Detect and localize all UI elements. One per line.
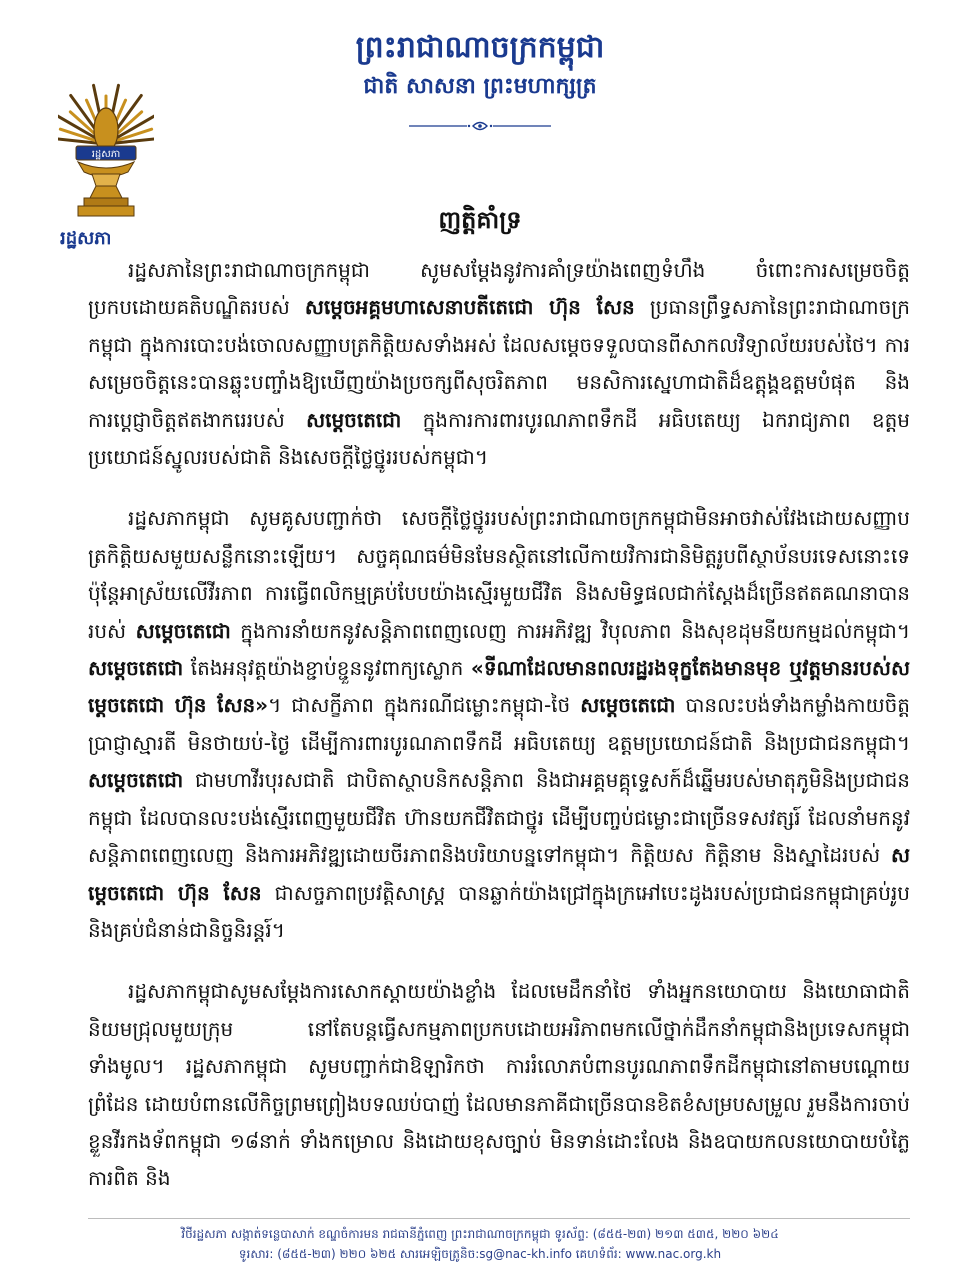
bold-text-run: សម្តេចតេជោ — [88, 768, 184, 793]
text-run: តែងអនុវត្តយ៉ាងខ្ជាប់ខ្ជួននូវពាក្យស្លោក — [183, 656, 471, 681]
text-run: ។ ជាសក្ខីភាព ក្នុងករណីជម្លោះកម្ពុជា-ថៃ — [268, 693, 581, 718]
emblem-caption: រដ្ឋសភា — [60, 228, 112, 249]
bold-text-run: សម្តេចតេជោ — [135, 618, 231, 643]
bold-text-run: សម្តេចអគ្គមហាសេនាបតីតេជោ ហ៊ុន សែន — [304, 295, 635, 320]
text-run: ជាសច្ចភាពប្រវត្តិសាស្ត្រ បានឆ្លាក់យ៉ាងជ្រៅក្នុងក្រអៅបេះដូងរបស់ប្រជាជនកម្ពុជាគ្រប់រូប និងគ្រប់ជំនាន់ជានិច្ចនិរន្តរ៍។ — [88, 880, 910, 942]
bold-text-run: សម្តេចតេជោ — [306, 407, 402, 432]
body-paragraph — [88, 500, 910, 949]
national-assembly-emblem — [58, 78, 154, 220]
kingdom-title: ព្រះរាជាណាចក្រកម្ពុជា — [355, 30, 605, 65]
text-run: ក្នុងការនាំយកនូវសន្តិភាពពេញលេញ ការអភិវឌ្ឍ វិបុលភាព និងសុខដុមនីយកម្មដល់កម្ពុជា។ — [230, 618, 910, 643]
text-run: ក្នុងការការពារបូរណភាពទឹកដី អធិបតេយ្យ ឯករាជ្យភាព ឧត្តមប្រយោជន៍ស្នូលរបស់ជាតិ និងសេចក្តីថ្លៃថ្នូររបស់កម្ពុជា។ — [88, 407, 910, 470]
bold-text-run: សម្តេចតេជោ ហ៊ុន សែន — [88, 843, 910, 905]
body-paragraph — [88, 973, 910, 1197]
text-run: រដ្ឋសភាកម្ពុជា សូមគូសបញ្ជាក់ថា សេចក្តីថ្លៃថ្នូររបស់ព្រះរាជាណាចក្រកម្ពុជាមិនអាចវាស់វែងដោយសញ្ញាបត្រកិត្តិយសមួយសន្លឹកនោះឡើយ។ សច្ចគុណធម៌មិនមែនស្ថិតនៅលើកាយវិការជានិមិត្តរូបពីស្ថាប័នបរទេសនោះទេ ប៉ុន្តែអាស្រ័យលើវីរភាព ការធ្វើពលិកម្មគ្រប់បែបយ៉ាងស្មើរមួយជីវិត និងសមិទ្ធផលជាក់ស្តែងដ៏ច្រើនឥតគណនាបានរបស់ — [88, 506, 910, 643]
emblem-banner-text: រដ្ឋសភា — [91, 149, 121, 160]
footer-divider — [88, 1218, 910, 1219]
bold-text-run: សម្តេចតេជោ — [88, 656, 184, 681]
text-run: បានលះបង់ទាំងកម្លាំងកាយចិត្ត ប្រាជ្ញាស្មារតី មិនថាយប់-ថ្ងៃ ដើម្បីការពារបូរណភាពទឹកដី អធិបតេយ្យ ឧត្តមប្រយោជន៍ជាតិ និងប្រជាជនកម្ពុជា។ — [88, 693, 910, 755]
text-run: រដ្ឋសភានៃព្រះរាជាណាចក្រកម្ពុជា សូមសម្តែងនូវការគាំទ្រយ៉ាងពេញទំហឹង ចំពោះការសម្រេចចិត្តប្រកបដោយគតិបណ្ឌិតរបស់ — [88, 258, 910, 320]
footer-address: វិថីរដ្ឋសភា សង្កាត់ទន្លេបាសាក់ ខណ្ឌចំការមន រាជធានីភ្នំពេញ ព្រះរាជាណាចក្រកម្ពុជា ទូរស័ព្ទ: (៨៥៥-២៣) ២១៣ ៥៣៥, ២២០ ៦២៤ — [181, 1227, 779, 1241]
body-paragraph — [88, 252, 910, 476]
national-motto: ជាតិ សាសនា ព្រះមហាក្សត្រ — [363, 74, 597, 99]
footer-contact: ទូរសារ: (៨៥៥-២៣) ២២០ ៦២៥ សារអេឡិចត្រូនិច:sg@nac-kh.info គេហទំព័រ: www.nac.org.kh — [238, 1247, 722, 1261]
document-title: ញត្តិគាំទ្រ — [438, 206, 522, 234]
emblem-graphic — [58, 78, 154, 220]
bold-text-run: «ទីណាដែលមានពលរដ្ឋរងទុក្ខតែងមានមុខ ឬវត្តមានរបស់សម្តេចតេជោ ហ៊ុន សែន» — [88, 656, 910, 718]
text-run: រដ្ឋសភាកម្ពុជាសូមសម្តែងការសោកស្តាយយ៉ាងខ្លាំង ដែលមេដឹកនាំថៃ ទាំងអ្នកនយោបាយ និងយោធាជាតិនិយមជ្រុលមួយក្រុម នៅតែបន្តធ្វើសកម្មភាពប្រកបដោយអរិភាពមកលើថ្នាក់ដឹកនាំកម្ពុជានិងប្រទេសកម្ពុជាទាំងមូល។ រដ្ឋសភាកម្ពុជា សូមបញ្ជាក់ជាឱឡារិកថា ការរំលោភបំពានបូរណភាពទឹកដីកម្ពុជានៅតាមបណ្តោយព្រំដែន ដោយបំពានលើកិច្ចព្រមព្រៀងបទឈប់បាញ់ ដែលមានភាគីជាច្រើនបានខិតខំសម្របសម្រួល រួមនឹងការចាប់ខ្លួនវីរកងទ័ពកម្ពុជា ១៨នាក់ ទាំងកម្រោល និងដោយខុសច្បាប់ មិនទាន់ដោះលែង និងឧបាយកលនយោបាយបំភ្លៃការពិត និង — [88, 979, 910, 1191]
bold-text-run: សម្តេចតេជោ — [580, 693, 676, 718]
text-run: ជាមហាវីរបុរសជាតិ ជាបិតាស្ថាបនិកសន្តិភាព និងជាអគ្គមគ្គុទ្ទេសក៍ដ៏ឆ្នើមរបស់មាតុភូមិនិងប្រជាជនកម្ពុជា ដែលបានលះបង់ស្មើរពេញមួយជីវិត ហ៊ានយកជីវិតជាថ្នូរ ដើម្បីបញ្ចប់ជម្លោះជាច្រើនទសវត្សរ៍ ដែលនាំមកនូវសន្តិភាពពេញលេញ និងការអភិវឌ្ឍដោយចីរភាពនិងបរិយាបន្នទៅកម្ពុជា។ កិត្តិយស កិត្តិនាម និងស្នាដៃរបស់ — [88, 768, 910, 868]
text-run: ប្រធានព្រឹទ្ធសភានៃព្រះរាជាណាចក្រកម្ពុជា ក្នុងការបោះបង់ចោលសញ្ញាបត្រកិត្តិយសទាំងអស់ ដែលសម្តេចទទួលបានពីសាកលវិទ្យាល័យរបស់ថៃ។ ការសម្រេចចិត្តនេះបានឆ្លុះបញ្ចាំងឱ្យឃើញយ៉ាងប្រចក្សពីសុចរិតភាព មនសិការស្នេហាជាតិដ៏ឧត្តុង្គឧត្តមបំផុត និងការប្តេជ្ញាចិត្តឥតងាករេរបស់ — [88, 295, 910, 432]
header-ornament — [409, 120, 551, 132]
document-body — [88, 252, 910, 1210]
